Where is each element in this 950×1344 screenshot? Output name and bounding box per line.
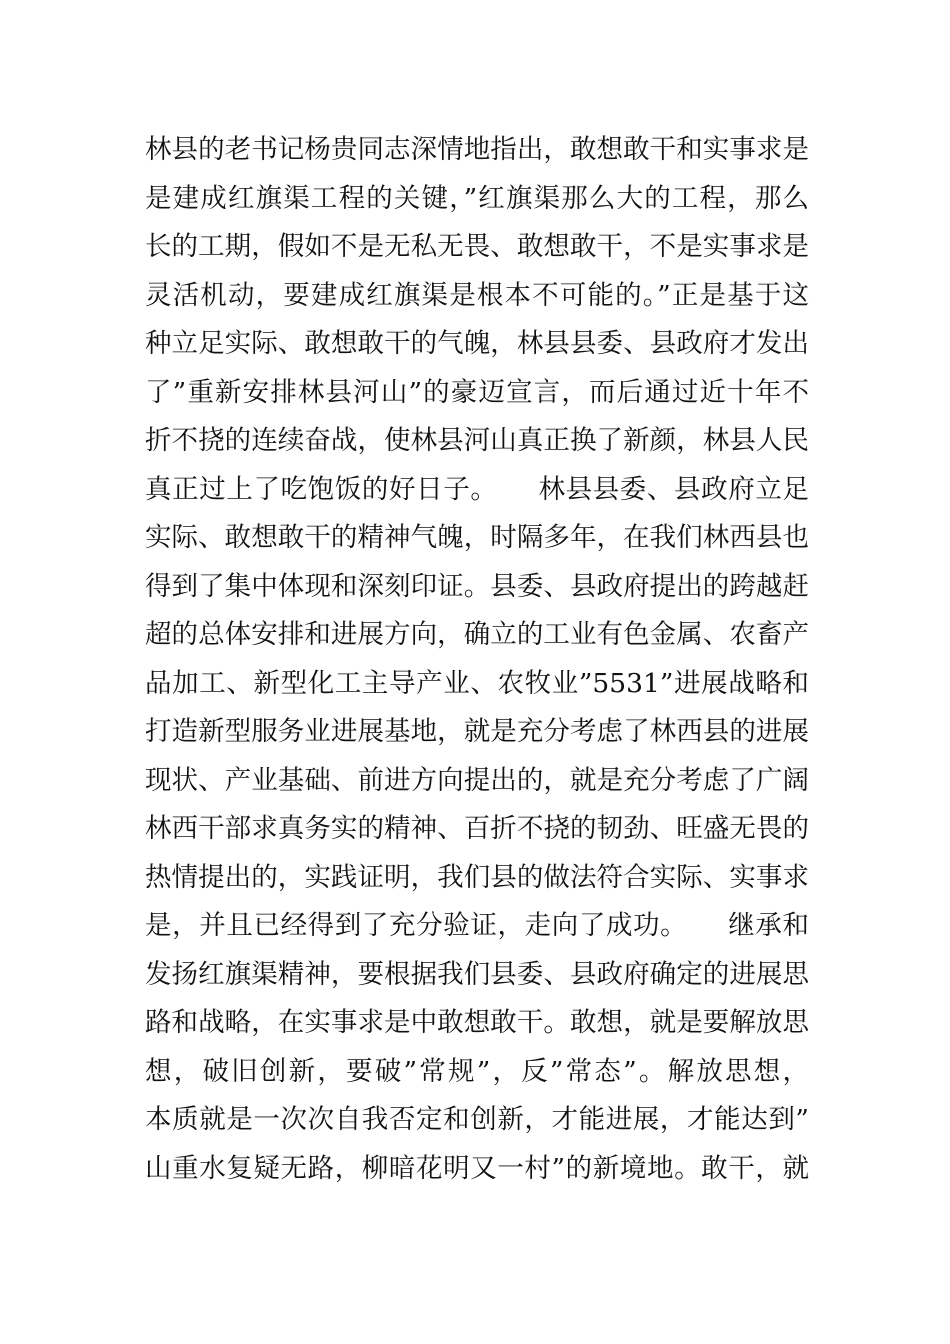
- text-line: 超的总体安排和进展方向，确立的工业有色金属、农畜产: [145, 619, 809, 650]
- text-line: 是，并且已经得到了充分验证，走向了成功。 继承和: [145, 910, 809, 941]
- text-line: 路和战略，在实事求是中敢想敢干。敢想，就是要解放思: [145, 1007, 809, 1038]
- text-line: 得到了集中体现和深刻印证。县委、县政府提出的跨越赶: [145, 570, 809, 602]
- text-line: 种立足实际、敢想敢干的气魄，林县县委、县政府才发出: [145, 328, 809, 359]
- text-line: 林县的老书记杨贵同志深情地指出，敢想敢干和实事求是: [145, 134, 809, 165]
- text-line: 想，破旧创新，要破”常规”，反”常态”。解放思想，: [145, 1055, 809, 1087]
- text-line: 实际、敢想敢干的精神气魄，时隔多年，在我们林西县也: [145, 522, 809, 553]
- text-line: 山重水复疑无路，柳暗花明又一村”的新境地。敢干，就: [145, 1152, 809, 1184]
- body-paragraph: [145, 126, 809, 1193]
- text-line: 打造新型服务业进展基地，就是充分考虑了林西县的进展: [145, 716, 809, 747]
- text-line: 现状、产业基础、前进方向提出的，就是充分考虑了广阔: [145, 764, 809, 796]
- text-line: 了”重新安排林县河山”的豪迈宣言，而后通过近十年不: [145, 376, 809, 408]
- text-line: 林西干部求真务实的精神、百折不挠的韧劲、旺盛无畏的: [145, 813, 809, 844]
- text-line: 发扬红旗渠精神，要根据我们县委、县政府确定的进展思: [145, 958, 809, 990]
- text-line: 本质就是一次次自我否定和创新，才能进展，才能达到”: [145, 1104, 809, 1135]
- text-line: 品加工、新型化工主导产业、农牧业”5531”进展战略和: [145, 667, 809, 699]
- text-line: 长的工期，假如不是无私无畏、敢想敢干，不是实事求是: [145, 231, 809, 262]
- text-line: 热情提出的，实践证明，我们县的做法符合实际、实事求: [145, 861, 809, 893]
- text-line: 是建成红旗渠工程的关键，”红旗渠那么大的工程，那么: [145, 182, 809, 214]
- text-line: 灵活机动，要建成红旗渠是根本不可能的。”正是基于这: [145, 279, 809, 311]
- text-line: 折不挠的连续奋战，使林县河山真正换了新颜，林县人民: [145, 425, 809, 456]
- text-line: 真正过上了吃饱饭的好日子。 林县县委、县政府立足: [145, 473, 809, 505]
